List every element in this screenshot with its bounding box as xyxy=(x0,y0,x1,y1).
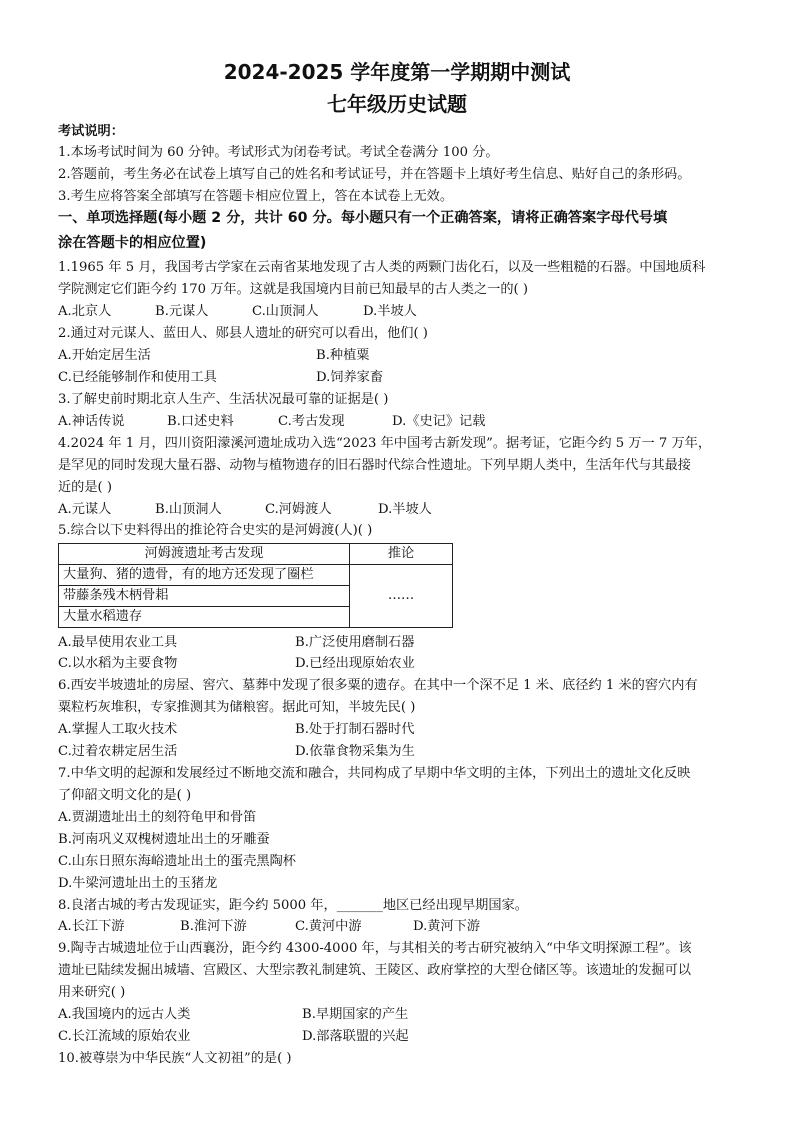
option-a: A.神话传说 xyxy=(58,414,125,429)
table-cell: 带藤条残木柄骨耜 xyxy=(59,586,350,607)
option-b: B.广泛使用磨制石器 xyxy=(295,635,415,650)
option-d: D.依靠食物采集为生 xyxy=(295,744,415,759)
option-a: A.北京人 xyxy=(58,304,112,319)
option-b: B.河南巩义双槐树遗址出土的牙雕蚕 xyxy=(58,832,270,847)
table-header-cell: 河姆渡遗址考古发现 xyxy=(59,544,350,565)
option-a: A.我国境内的远古人类 xyxy=(58,1007,191,1022)
option-b: B.种植粟 xyxy=(316,348,370,363)
option-d: D.半坡人 xyxy=(363,304,417,319)
option-c: C.山东日照东海峪遗址出土的蛋壳黑陶杯 xyxy=(58,854,296,869)
exam-subtitle: 七年级历史试题 xyxy=(327,92,467,116)
option-d: D.《史记》记载 xyxy=(392,414,486,429)
option-c: C.黄河中游 xyxy=(295,919,362,934)
table-header-row xyxy=(59,544,453,565)
option-c: C.已经能够制作和使用工具 xyxy=(58,370,217,385)
table-cell: 大量狗、猪的遗骨，有的地方还发现了圈栏 xyxy=(59,565,350,586)
option-a: A.开始定居生活 xyxy=(58,348,151,363)
section-heading-cont: 涂在答题卡的相应位置) xyxy=(58,235,207,251)
option-c: C.以水稻为主要食物 xyxy=(58,656,178,671)
option-a: A.掌握人工取火技术 xyxy=(58,722,178,737)
option-c: C.长江流域的原始农业 xyxy=(58,1029,191,1044)
option-d: D.部落联盟的兴起 xyxy=(302,1029,409,1044)
option-b: B.早期国家的产生 xyxy=(302,1007,409,1022)
question-5-text: 5.综合以下史料得出的推论符合史实的是河姆渡(人)( ) xyxy=(58,523,373,538)
option-c: C.山顶洞人 xyxy=(252,304,319,319)
question-4-text: 是罕见的同时发现大量石器、动物与植物遗存的旧石器时代综合性遗址。下列早期人类中，生活年代与其最接 xyxy=(58,458,691,473)
option-a: A.元谋人 xyxy=(58,502,112,517)
option-c: C.河姆渡人 xyxy=(265,502,332,517)
question-9-text: 用来研究( ) xyxy=(58,985,126,1000)
question-6-text: 6.西安半坡遗址的房屋、窖穴、墓葬中发现了很多粟的遗存。在其中一个深不足 1 米、底径约 1 米的窖穴内有 xyxy=(58,678,698,693)
exam-title: 2024-2025 学年度第一学期期中测试 xyxy=(223,60,571,84)
option-b: B.淮河下游 xyxy=(180,919,247,934)
instruction-item: 1.本场考试时间为 60 分钟。考试形式为闭卷考试。考试全卷满分 100 分。 xyxy=(58,145,499,160)
question-7-text: 7.中华文明的起源和发展经过不断地交流和融合，共同构成了早期中华文明的主体，下列出土的遗址文化反映 xyxy=(58,766,691,781)
evidence-table xyxy=(58,543,453,628)
option-b: B.处于打制石器时代 xyxy=(295,722,415,737)
option-b: B.元谋人 xyxy=(155,304,209,319)
question-2-text: 2.通过对元谋人、蓝田人、郧县人遗址的研究可以看出，他们( ) xyxy=(58,326,428,341)
option-b: B.山顶洞人 xyxy=(155,502,222,517)
question-4-text: 4.2024 年 1 月，四川资阳濛溪河遗址成功入选“2023 年中国考古新发现”。据考证，它距今约 5 万一 7 万年， xyxy=(58,436,712,451)
question-9-text: 9.陶寺古城遗址位于山西襄汾，距今约 4300-4000 年，与其相关的考古研究被纳入“中华文明探源工程”。该 xyxy=(58,941,692,956)
option-c: C.过着农耕定居生活 xyxy=(58,744,178,759)
question-1-text: 学院测定它们距今约 170 万年。这就是我国境内目前已知最早的古人类之一的( ) xyxy=(58,282,529,297)
instruction-item: 2.答题前，考生务必在试卷上填写自己的姓名和考试证号，并在答题卡上填好考生信息、贴好自己的条形码。 xyxy=(58,167,691,182)
table-row xyxy=(59,565,453,586)
option-a: A.长江下游 xyxy=(58,919,125,934)
table-cell-inference: …… xyxy=(350,565,453,628)
option-a: A.最早使用农业工具 xyxy=(58,635,178,650)
question-6-text: 粟粒朽灰堆积，专家推测其为储粮窖。据此可知，半坡先民( ) xyxy=(58,700,416,715)
table-header-cell: 推论 xyxy=(350,544,453,565)
instructions-heading: 考试说明： xyxy=(58,124,124,139)
question-7-text: 了仰韶文明文化的是( ) xyxy=(58,788,192,803)
section-heading: 一、单项选择题(每小题 2 分，共计 60 分。每小题只有一个正确答案，请将正确答案字母代号填 xyxy=(58,210,668,226)
option-a: A.贾湖遗址出土的刻符龟甲和骨笛 xyxy=(58,810,257,825)
instruction-item: 3.考生应将答案全部填写在答题卡相应位置上，答在本试卷上无效。 xyxy=(58,189,454,204)
table-cell: 大量水稻遗存 xyxy=(59,607,350,628)
option-d: D.半坡人 xyxy=(378,502,432,517)
option-b: B.口述史料 xyxy=(167,414,234,429)
question-8-text: 8.良渚古城的考古发现证实，距今约 5000 年，_______地区已经出现早期国家。 xyxy=(58,898,528,913)
question-9-text: 遗址已陆续发掘出城墙、宫殿区、大型宗教礼制建筑、王陵区、政府掌控的大型仓储区等。该遗址的发掘可以 xyxy=(58,963,691,978)
question-4-text: 近的是( ) xyxy=(58,480,113,495)
option-c: C.考古发现 xyxy=(278,414,345,429)
option-d: D.牛梁河遗址出土的玉猪龙 xyxy=(58,876,218,891)
question-3-text: 3.了解史前时期北京人生产、生活状况最可靠的证据是( ) xyxy=(58,392,389,407)
option-d: D.饲养家畜 xyxy=(316,370,384,385)
question-10-text: 10.被尊崇为中华民族“人文初祖”的是( ) xyxy=(58,1051,292,1066)
question-1-text: 1.1965 年 5 月，我国考古学家在云南省某地发现了古人类的两颗门齿化石，以及一些粗糙的石器。中国地质科 xyxy=(58,260,706,275)
option-d: D.已经出现原始农业 xyxy=(295,656,415,671)
option-d: D.黄河下游 xyxy=(413,919,481,934)
